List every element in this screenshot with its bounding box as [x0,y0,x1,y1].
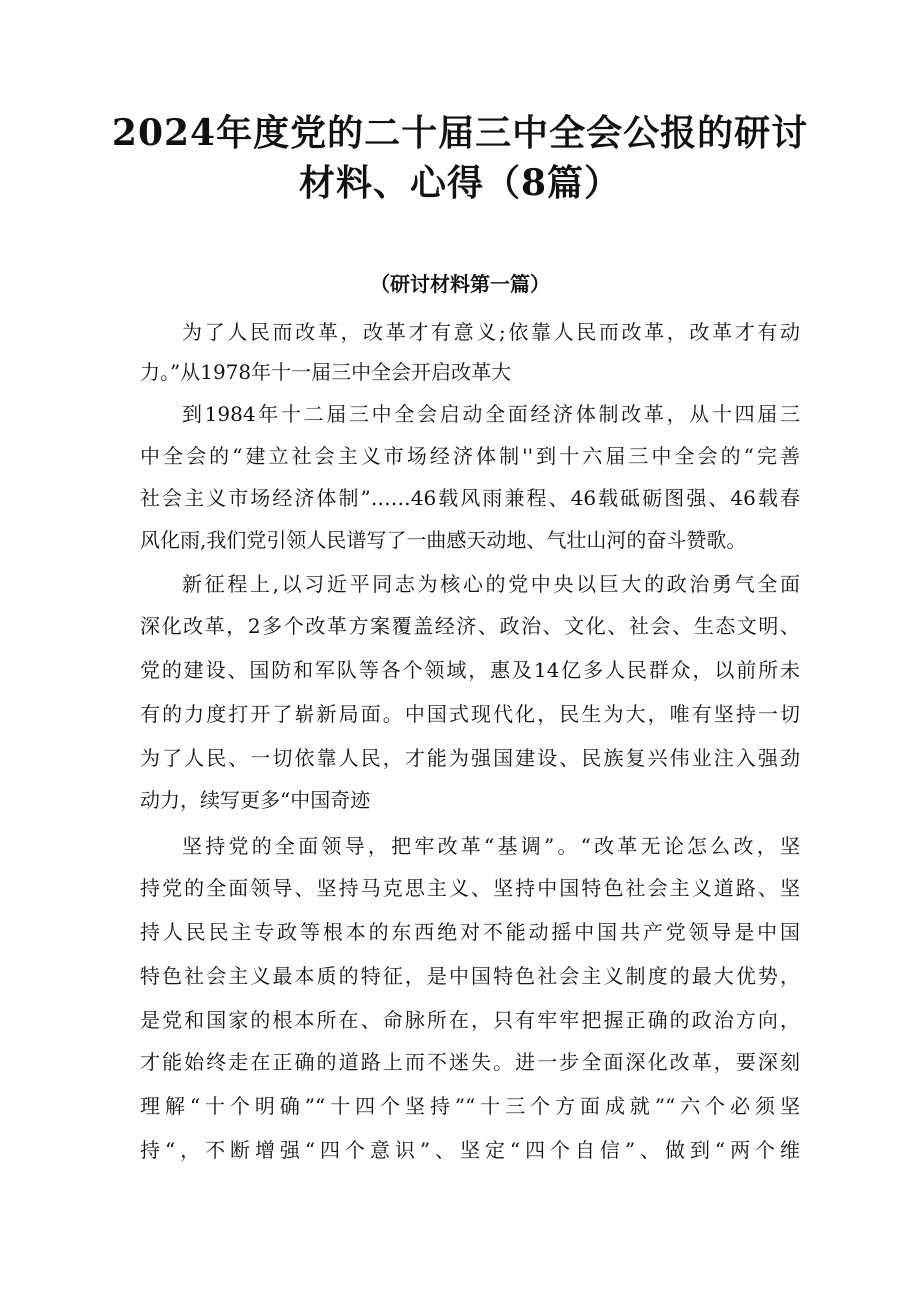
section-heading: （研讨材料第一篇） [370,272,550,296]
paragraph-line: 才能始终走在正确的道路上而不迷失。进一步全面深化改革，要深刻 [140,1050,800,1074]
paragraph-line: 持“，不断增强“四个意识”、坚定“四个自信”、做到“两个维 [140,1138,800,1162]
paragraph-line: 中全会的“建立社会主义市场经济体制''到十六届三中全会的“完善 [140,444,800,468]
paragraph-line: 新征程上,以习近平同志为核心的党中央以巨大的政治勇气全面 [182,572,800,596]
paragraph-line: 理解“十个明确”“十四个坚持”“十三个方面成就”“六个必须坚 [140,1094,800,1118]
paragraph-line: 风化雨,我们党引领人民谱写了一曲感天动地、气壮山河的奋斗赞歌。 [140,528,747,552]
paragraph-line: 力。”从1978年十一届三中全会开启改革大 [140,360,512,384]
paragraph-line: 特色社会主义最本质的特征，是中国特色社会主义制度的最大优势， [140,964,800,988]
paragraph-line: 是党和国家的根本所在、命脉所在，只有牢牢把握正确的政治方向， [140,1008,800,1032]
paragraph-line: 深化改革，2多个改革方案覆盖经济、政治、文化、社会、生态文明、 [140,614,800,638]
paragraph-line: 为了人民、一切依靠人民，才能为强国建设、民族复兴伟业注入强劲 [140,746,800,770]
paragraph-line: 持人民民主专政等根本的东西绝对不能动摇中国共产党领导是中国 [140,920,800,944]
paragraph-line: 坚持党的全面领导，把牢改革“基调”。“改革无论怎么改，坚 [182,834,800,858]
paragraph-line: 为了人民而改革，改革才有意义;依靠人民而改革，改革才有动 [182,320,800,344]
paragraph-line: 社会主义市场经济体制”……46载风雨兼程、46载砥砺图强、46载春 [140,486,800,510]
paragraph-line: 有的力度打开了崭新局面。中国式现代化，民生为大，唯有坚持一切 [140,702,800,726]
paragraph-line: 动力，续写更多“中国奇迹 [140,788,371,812]
document-title-line-1: 2024年度党的二十届三中全会公报的研讨 [111,112,809,154]
paragraph-line: 持党的全面领导、坚持马克思主义、坚持中国特色社会主义道路、坚 [140,876,800,900]
paragraph-line: 党的建设、国防和军队等各个领域，惠及14亿多人民群众，以前所未 [140,658,800,682]
paragraph-line: 到1984年十二届三中全会启动全面经济体制改革，从十四届三 [182,402,800,426]
document-title-line-2: 材料、心得（8篇） [298,162,622,204]
